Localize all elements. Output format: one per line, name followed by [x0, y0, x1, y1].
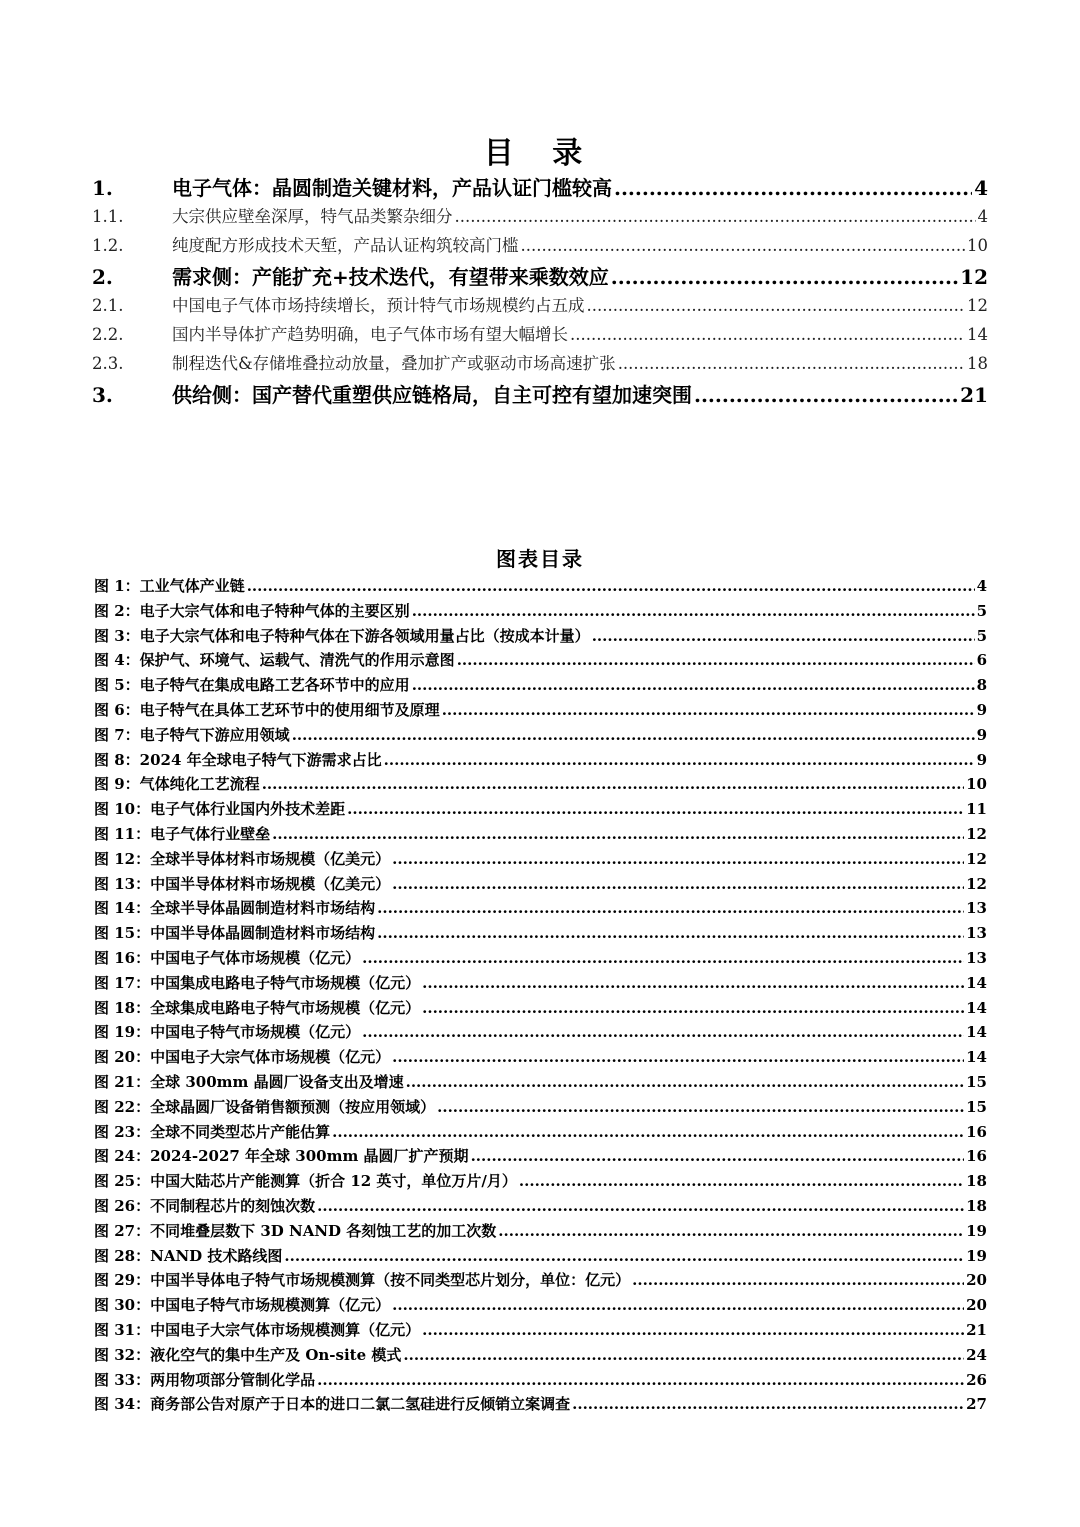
dot-leader	[412, 602, 975, 620]
toc-entry-number: 2.2.	[92, 325, 124, 344]
figure-entry[interactable]	[94, 1344, 987, 1369]
figure-entry-page: 10	[966, 775, 987, 794]
dot-leader	[618, 354, 965, 373]
toc-entry-title: 需求侧：产能扩充+技术迭代，有望带来乘数效应	[172, 265, 609, 289]
figure-entry-page: 27	[966, 1395, 987, 1414]
figure-entry-title: 中国集成电路电子特气市场规模（亿元）	[150, 973, 421, 992]
figure-index-title: 图表目录	[496, 547, 584, 571]
toc-entry-number: 2.	[92, 265, 113, 289]
figure-entry-title: 中国电子特气市场规模（亿元）	[150, 1023, 361, 1042]
dot-leader	[592, 627, 975, 645]
figure-entry[interactable]	[94, 1245, 987, 1270]
figure-entry-page: 26	[966, 1370, 987, 1389]
figure-entry-page: 18	[966, 1196, 987, 1215]
dot-leader	[362, 1023, 964, 1041]
figure-entry-title: 中国半导体材料市场规模（亿美元）	[150, 874, 391, 893]
figure-entry-page: 19	[966, 1246, 987, 1265]
figure-entry-title: 中国电子特气市场规模测算（亿元）	[150, 1296, 391, 1315]
toc-entry[interactable]	[92, 203, 988, 232]
toc-entry-page: 4	[977, 207, 988, 226]
figure-entry-label: 图 2：	[94, 601, 140, 620]
figure-entry[interactable]	[94, 1269, 987, 1294]
figure-entry[interactable]	[94, 699, 987, 724]
figure-entry-label: 图 14：	[94, 899, 151, 918]
figure-entry-page: 13	[966, 948, 987, 967]
figure-entry-page: 18	[966, 1172, 987, 1191]
figure-entry-page: 21	[966, 1320, 987, 1339]
toc-entry-number: 1.	[92, 176, 113, 200]
figure-entry-label: 图 17：	[94, 973, 151, 992]
figure-entry-label: 图 22：	[94, 1097, 151, 1116]
toc-entry-number: 3.	[92, 383, 113, 407]
figure-entry-page: 5	[976, 601, 987, 620]
figure-entry[interactable]	[94, 1145, 987, 1170]
dot-leader	[614, 176, 972, 200]
figure-entry[interactable]	[94, 1195, 987, 1220]
figure-entry-label: 图 12：	[94, 849, 151, 868]
figure-entry-label: 图 33：	[94, 1370, 151, 1389]
figure-entry[interactable]	[94, 1319, 987, 1344]
figure-entry-title: 全球 300mm 晶圆厂设备支出及增速	[150, 1072, 404, 1091]
dot-leader	[392, 850, 964, 868]
figure-entry[interactable]	[94, 848, 987, 873]
figure-entry[interactable]	[94, 1096, 987, 1121]
dot-leader	[632, 1271, 964, 1289]
figure-entry-title: 中国半导体电子特气市场规模测算（按不同类型芯片划分，单位：亿元）	[150, 1271, 631, 1290]
dot-leader	[498, 1222, 964, 1240]
figure-entry-title: 全球半导体材料市场规模（亿美元）	[150, 849, 391, 868]
toc-entry-number: 2.3.	[92, 354, 124, 373]
toc-entry[interactable]	[92, 379, 988, 410]
dot-leader	[284, 1247, 964, 1265]
figure-entry-page: 13	[966, 899, 987, 918]
figure-entry-label: 图 29：	[94, 1271, 151, 1290]
figure-entry-label: 图 20：	[94, 1048, 151, 1067]
figure-entry-title: 电子特气在具体工艺环节中的使用细节及原理	[139, 700, 440, 719]
figure-entry-title: 全球不同类型芯片产能估算	[150, 1122, 331, 1141]
figure-entry-label: 图 10：	[94, 800, 151, 819]
dot-leader	[403, 1346, 964, 1364]
toc-entry[interactable]	[92, 350, 988, 379]
toc-entry-page: 10	[967, 236, 988, 255]
figure-entry-title: 中国半导体晶圆制造材料市场结构	[150, 924, 376, 943]
dot-leader	[392, 1296, 964, 1314]
toc-entry-title: 纯度配方形成技术天堑，产品认证构筑较高门槛	[172, 236, 519, 255]
figure-entry-label: 图 9：	[94, 775, 140, 794]
dot-leader	[587, 296, 966, 315]
toc-entry-page: 12	[967, 296, 988, 315]
figure-entry-title: 工业气体产业链	[139, 577, 245, 595]
figure-entry-page: 5	[976, 626, 987, 645]
figure-entry-title: 中国电子大宗气体市场规模测算（亿元）	[150, 1320, 421, 1339]
figure-entry[interactable]	[94, 897, 987, 922]
dot-leader	[317, 1371, 964, 1389]
figure-entry-label: 图 24：	[94, 1147, 151, 1166]
toc-entry-page: 14	[967, 325, 988, 344]
dot-leader	[442, 701, 975, 719]
toc-entry-title: 电子气体：晶圆制造关键材料，产品认证门槛较高	[172, 176, 612, 200]
figure-entry-page: 16	[966, 1122, 987, 1141]
dot-leader	[317, 1197, 964, 1215]
figure-entry-label: 图 26：	[94, 1196, 151, 1215]
figure-entry[interactable]	[94, 873, 987, 898]
toc-entry-title: 国内半导体扩产趋势明确，电子气体市场有望大幅增长	[172, 325, 568, 344]
figure-entry-page: 8	[976, 676, 987, 695]
dot-leader	[292, 726, 975, 744]
figure-entry-title: 2024-2027 年全球 300mm 晶圆厂扩产预期	[150, 1147, 469, 1166]
dot-leader	[455, 207, 976, 226]
figure-entry-title: 全球半导体晶圆制造材料市场结构	[150, 899, 376, 918]
figure-entry[interactable]	[94, 773, 987, 798]
figure-entry-page: 9	[976, 725, 987, 744]
figure-entry-page: 20	[966, 1271, 987, 1290]
figure-entry-page: 6	[976, 651, 987, 670]
dot-leader	[422, 974, 964, 992]
figure-entry-title: 电子气体行业壁垒	[150, 824, 271, 843]
dot-leader	[362, 949, 964, 967]
dot-leader	[392, 875, 964, 893]
figure-index-list	[94, 575, 987, 1418]
figure-entry-label: 图 7：	[94, 725, 140, 744]
toc-entry-page: 4	[974, 176, 988, 200]
figure-entry-page: 24	[966, 1345, 987, 1364]
toc-entry-number: 2.1.	[92, 296, 124, 315]
figure-entry-title: 电子特气下游应用领域	[139, 725, 290, 744]
toc-entry-page: 21	[960, 383, 988, 407]
figure-entry[interactable]	[94, 625, 987, 650]
dot-leader	[377, 899, 964, 917]
figure-entry-page: 12	[966, 849, 987, 868]
figure-entry-title: 电子特气在集成电路工艺各环节中的应用	[139, 676, 410, 695]
dot-leader	[572, 1395, 964, 1413]
figure-entry-title: 全球晶圆厂设备销售额预测（按应用领域）	[150, 1097, 436, 1116]
figure-entry[interactable]	[94, 1170, 987, 1195]
figure-entry-label: 图 5：	[94, 676, 140, 695]
figure-entry-title: 全球集成电路电子特气市场规模（亿元）	[150, 998, 421, 1017]
figure-entry-label: 图 19：	[94, 1023, 151, 1042]
figure-entry-label: 图 15：	[94, 924, 151, 943]
toc-entry[interactable]	[92, 261, 988, 292]
figure-entry-label: 图 8：	[94, 750, 140, 769]
dot-leader	[247, 577, 975, 595]
figure-entry-title: 不同制程芯片的刻蚀次数	[150, 1196, 316, 1215]
toc-entry-number: 1.1.	[92, 207, 124, 226]
figure-entry-label: 图 23：	[94, 1122, 151, 1141]
figure-entry-label: 图 16：	[94, 948, 151, 967]
toc-entry-title: 制程迭代&存储堆叠拉动放量，叠加扩产或驱动市场高速扩张	[172, 354, 616, 373]
toc-entry-page: 12	[960, 265, 988, 289]
dot-leader	[471, 1147, 965, 1165]
figure-entry-label: 图 11：	[94, 824, 151, 843]
dot-leader	[377, 924, 964, 942]
figure-entry-label: 图 4：	[94, 651, 140, 670]
figure-entry-title: 液化空气的集中生产及 On-site 模式	[150, 1345, 402, 1364]
dot-leader	[422, 999, 964, 1017]
figure-entry-title: 中国电子大宗气体市场规模（亿元）	[150, 1048, 391, 1067]
figure-entry-title: 中国电子气体市场规模（亿元）	[150, 948, 361, 967]
figure-entry-page: 16	[966, 1147, 987, 1166]
figure-entry-label: 图 28：	[94, 1246, 151, 1265]
figure-entry[interactable]	[94, 674, 987, 699]
dot-leader	[437, 1098, 964, 1116]
dot-leader	[611, 265, 958, 289]
figure-entry-label: 图 18：	[94, 998, 151, 1017]
dot-leader	[457, 651, 975, 669]
dot-leader	[694, 383, 958, 407]
figure-entry-title: 两用物项部分管制化学品	[150, 1370, 316, 1389]
figure-entry[interactable]	[94, 1294, 987, 1319]
figure-entry[interactable]	[94, 575, 987, 600]
figure-entry-title: 气体纯化工艺流程	[139, 775, 260, 794]
dot-leader	[347, 800, 964, 818]
figure-entry-title: 2024 年全球电子特气下游需求占比	[139, 750, 382, 769]
figure-entry-page: 9	[976, 750, 987, 769]
figure-entry-page: 9	[976, 700, 987, 719]
figure-entry-page: 14	[966, 1048, 987, 1067]
toc-entry[interactable]	[92, 321, 988, 350]
figure-entry-page: 15	[966, 1097, 987, 1116]
figure-entry-label: 图 31：	[94, 1320, 151, 1339]
figure-entry-page: 14	[966, 1023, 987, 1042]
figure-entry[interactable]	[94, 1369, 987, 1394]
figure-entry-page: 15	[966, 1072, 987, 1091]
figure-entry-page: 13	[966, 924, 987, 943]
toc-entry[interactable]	[92, 172, 988, 203]
figure-entry-label: 图 32：	[94, 1345, 151, 1364]
figure-entry-page: 20	[966, 1296, 987, 1315]
toc-entry-title: 供给侧：国产替代重塑供应链格局，自主可控有望加速突围	[172, 383, 692, 407]
dot-leader	[519, 1172, 964, 1190]
toc-entry-title: 大宗供应壁垒深厚，特气品类繁杂细分	[172, 207, 453, 226]
figure-entry[interactable]	[94, 649, 987, 674]
figure-entry[interactable]	[94, 947, 987, 972]
toc-entry[interactable]	[92, 232, 988, 261]
figure-entry-title: 电子气体行业国内外技术差距	[150, 800, 346, 819]
toc-entry-page: 18	[967, 354, 988, 373]
figure-entry-label: 图 21：	[94, 1072, 151, 1091]
dot-leader	[521, 236, 966, 255]
dot-leader	[262, 775, 964, 793]
toc-entry-number: 1.2.	[92, 236, 124, 255]
figure-entry-page: 19	[966, 1221, 987, 1240]
figure-entry-label: 图 13：	[94, 874, 151, 893]
figure-entry[interactable]	[94, 922, 987, 947]
figure-entry[interactable]	[94, 724, 987, 749]
dot-leader	[384, 751, 975, 769]
figure-entry[interactable]	[94, 972, 987, 997]
figure-entry-title: 电子大宗气体和电子特种气体在下游各领域用量占比（按成本计量）	[139, 626, 590, 645]
toc-list	[92, 172, 988, 410]
toc-entry-title: 中国电子气体市场持续增长，预计特气市场规模约占五成	[172, 296, 585, 315]
figure-entry-label: 图 1：	[94, 577, 140, 595]
figure-entry-page: 14	[966, 998, 987, 1017]
figure-entry-page: 11	[966, 800, 987, 819]
figure-entry-title: 保护气、环境气、运载气、清洗气的作用示意图	[139, 651, 455, 670]
figure-entry[interactable]	[94, 600, 987, 625]
dot-leader	[272, 825, 964, 843]
dot-leader	[412, 676, 975, 694]
toc-title: 目 录	[483, 136, 597, 171]
figure-entry[interactable]	[94, 1393, 987, 1418]
figure-entry[interactable]	[94, 1071, 987, 1096]
dot-leader	[422, 1321, 964, 1339]
toc-entry[interactable]	[92, 292, 988, 321]
figure-entry-title: 不同堆叠层数下 3D NAND 各刻蚀工艺的加工次数	[150, 1221, 497, 1240]
figure-entry[interactable]	[94, 997, 987, 1022]
figure-entry-label: 图 27：	[94, 1221, 151, 1240]
figure-entry[interactable]	[94, 1220, 987, 1245]
figure-entry-page: 14	[966, 973, 987, 992]
figure-entry[interactable]	[94, 1046, 987, 1071]
figure-entry-label: 图 30：	[94, 1296, 151, 1315]
figure-entry-label: 图 25：	[94, 1172, 151, 1191]
figure-entry[interactable]	[94, 1121, 987, 1146]
figure-entry[interactable]	[94, 823, 987, 848]
figure-entry-page: 12	[966, 874, 987, 893]
figure-entry-title: 商务部公告对原产于日本的进口二氯二氢硅进行反倾销立案调查	[150, 1395, 571, 1414]
dot-leader	[392, 1048, 964, 1066]
figure-entry-title: NAND 技术路线图	[150, 1246, 283, 1265]
dot-leader	[406, 1073, 965, 1091]
figure-entry-label: 图 6：	[94, 700, 140, 719]
dot-leader	[332, 1123, 964, 1141]
figure-entry-page: 4	[976, 577, 987, 595]
figure-entry[interactable]	[94, 749, 987, 774]
dot-leader	[570, 325, 965, 344]
figure-entry[interactable]	[94, 798, 987, 823]
figure-entry-page: 12	[966, 824, 987, 843]
figure-entry-label: 图 34：	[94, 1395, 151, 1414]
figure-entry-title: 中国大陆芯片产能测算（折合 12 英寸，单位万片/月）	[150, 1172, 517, 1191]
figure-entry-label: 图 3：	[94, 626, 140, 645]
figure-entry-title: 电子大宗气体和电子特种气体的主要区别	[139, 601, 410, 620]
figure-entry[interactable]	[94, 1021, 987, 1046]
